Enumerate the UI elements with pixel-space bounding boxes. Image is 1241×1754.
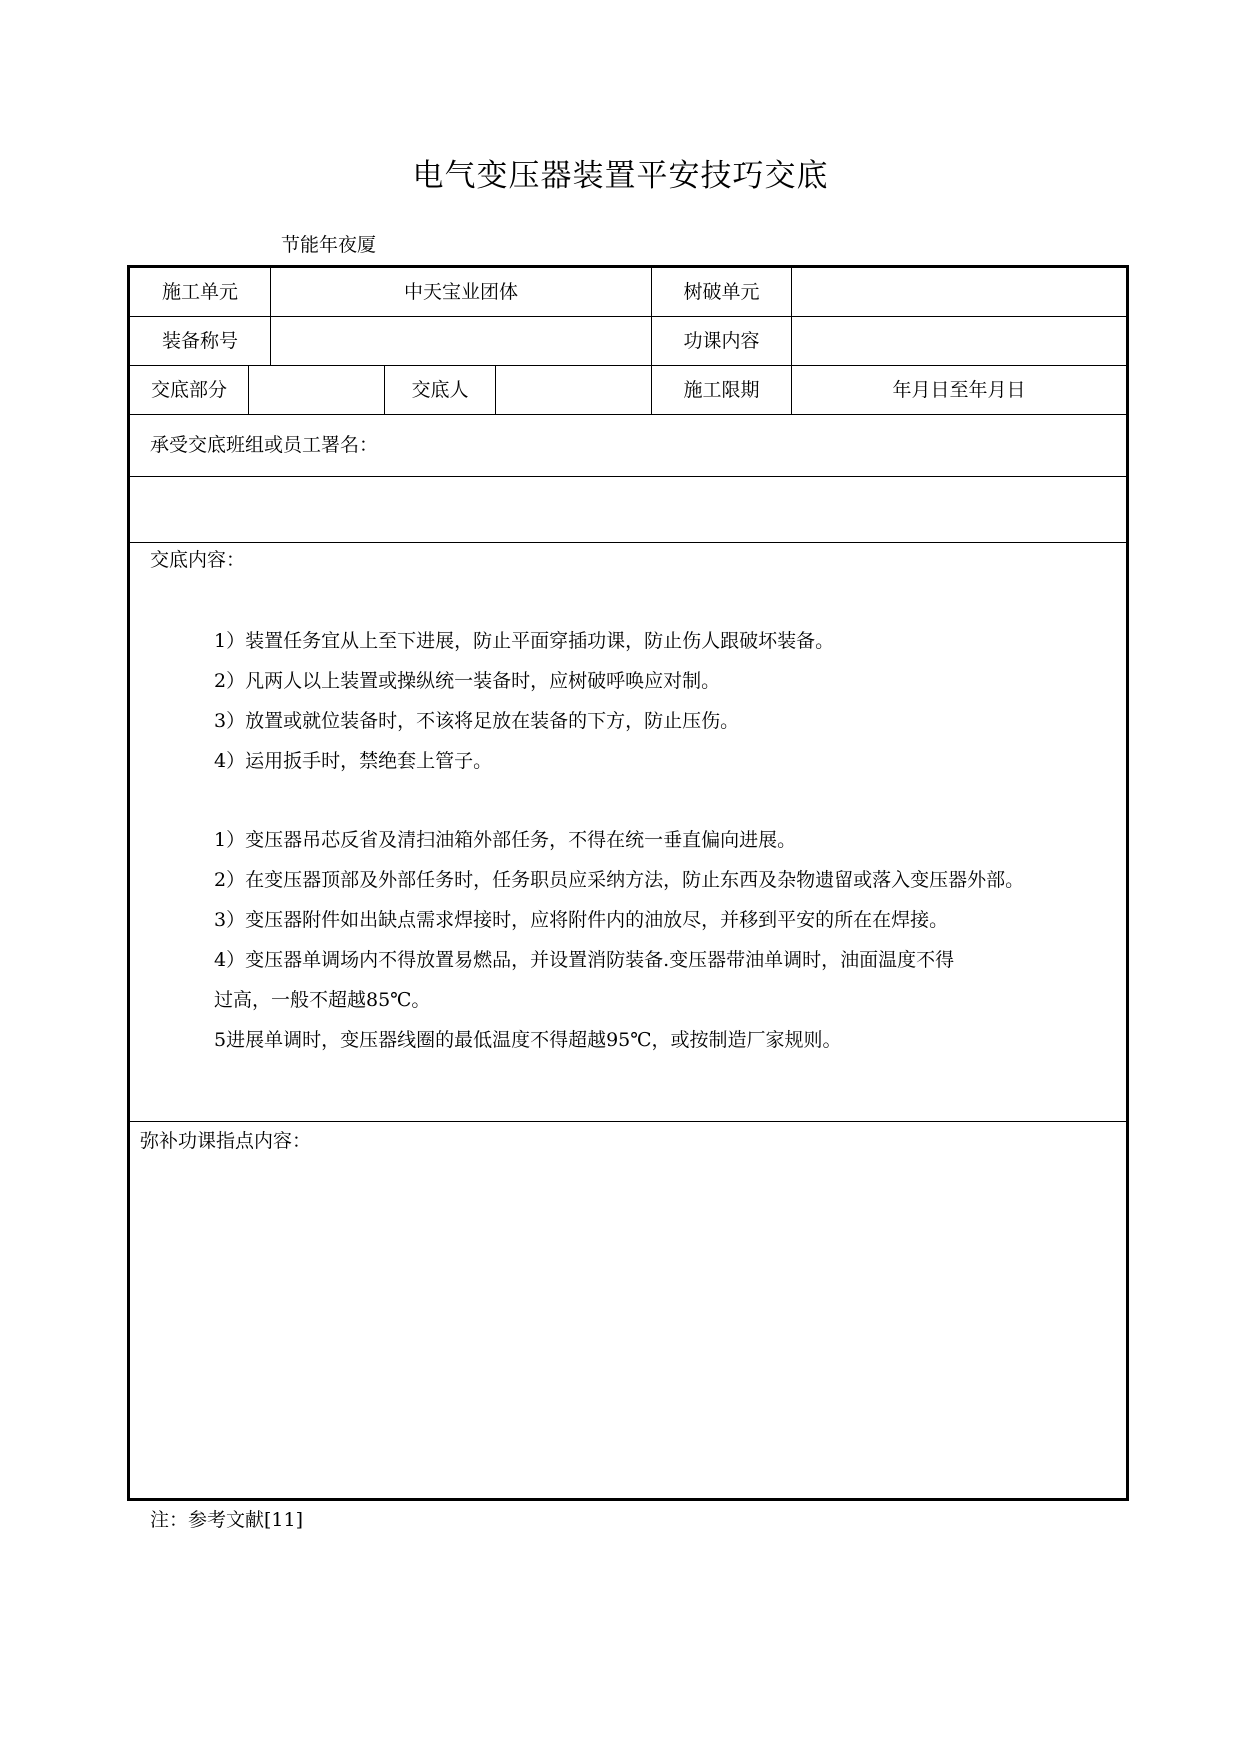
- content-label: 交底内容：: [150, 549, 246, 571]
- content-item: 2）凡两人以上装置或操纵统一装备时，应树破呼唤应对制。: [214, 670, 721, 692]
- project-name: 节能年夜厦: [281, 234, 377, 256]
- row-divider: [130, 542, 1126, 543]
- period-label: 施工限期: [683, 379, 760, 401]
- content-item: 1）装置任务宜从上至下进展，防止平面穿插功课，防止伤人跟破坏装备。: [214, 630, 835, 652]
- construction-unit-label: 施工单元: [161, 281, 238, 303]
- signature-label: 承受交底班组或员工署名：: [150, 434, 379, 456]
- reference-note: 注：参考文献[11]: [150, 1509, 304, 1531]
- row-divider: [130, 414, 1126, 415]
- briefer-value: [496, 366, 651, 414]
- briefing-dept-label: 交底部分: [150, 379, 227, 401]
- briefing-form: [127, 265, 1129, 1501]
- content-item: 1）变压器吊芯反省及清扫油箱外部任务，不得在统一垂直偏向进展。: [214, 829, 797, 851]
- content-item: 5进展单调时，变压器线圈的最低温度不得超越95℃，或按制造厂家规则。: [214, 1029, 842, 1051]
- content-item: 4）运用扳手时，禁绝套上管子。: [214, 750, 493, 772]
- equipment-name-value: [271, 317, 651, 365]
- work-content-label: 功课内容: [683, 330, 760, 352]
- period-value: 年月日至年月日: [892, 379, 1026, 401]
- build-unit-value: [792, 268, 1126, 316]
- content-item: 4）变压器单调场内不得放置易燃品，并设置消防装备.变压器带油单调时，油面温度不得: [214, 949, 955, 971]
- construction-unit-value: 中天宝业团体: [403, 281, 518, 303]
- row-divider: [130, 1121, 1126, 1122]
- content-item: 2）在变压器顶部及外部任务时，任务职员应采纳方法，防止东西及杂物遗留或落入变压器外部。: [214, 869, 1025, 891]
- row-divider: [130, 476, 1126, 477]
- content-item: 3）变压器附件如出缺点需求焊接时，应将附件内的油放尽，并移到平安的所在在焊接。: [214, 909, 949, 931]
- document-title: 电气变压器装置平安技巧交底: [412, 158, 829, 194]
- briefer-label: 交底人: [411, 379, 469, 401]
- supplement-label: 弥补功课指点内容：: [140, 1130, 312, 1152]
- content-item: 过高，一般不超越85℃。: [214, 989, 431, 1011]
- work-content-value: [792, 317, 1126, 365]
- content-item: 3）放置或就位装备时，不该将足放在装备的下方，防止压伤。: [214, 710, 740, 732]
- briefing-dept-value: [249, 366, 384, 414]
- equipment-name-label: 装备称号: [161, 330, 238, 352]
- build-unit-label: 树破单元: [683, 281, 760, 303]
